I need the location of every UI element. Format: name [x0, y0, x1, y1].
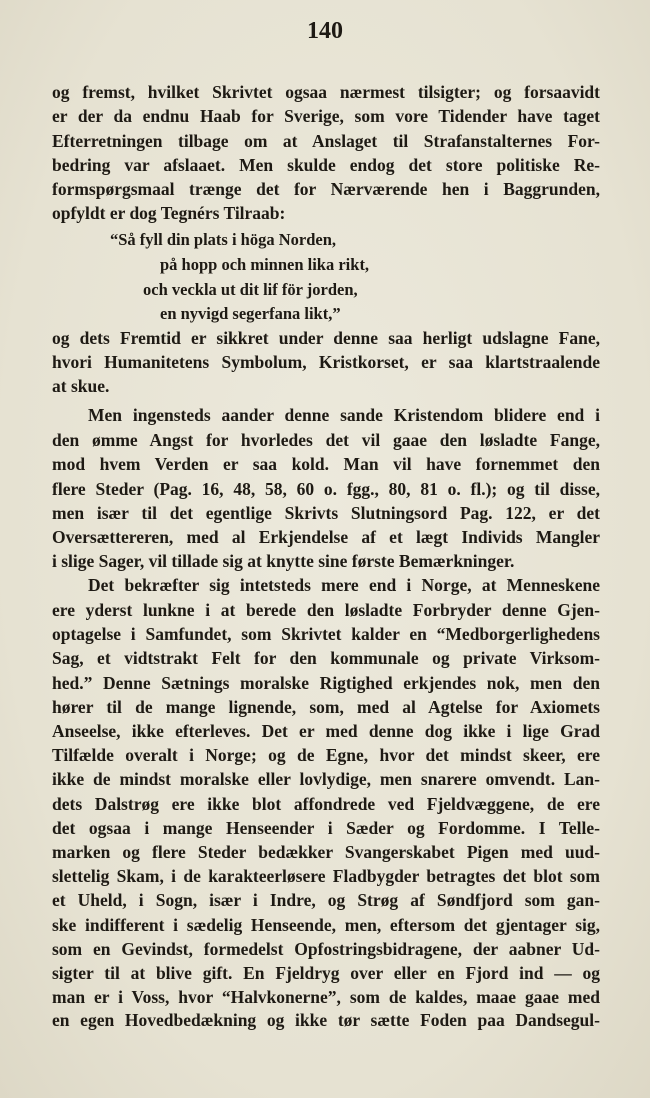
text-line: formspørgsmaal trænge det for Nærværende hen i Baggrunden, — [52, 179, 600, 199]
text-line: ikke de mindst moralske eller lovlydige, men snarere omvendt. Lan- — [52, 769, 600, 789]
text-line: Sag, et vidtstrakt Felt for den kommunale og private Virksom- — [52, 648, 600, 668]
text-line: Men ingensteds aander denne sande Kristendom blidere end i — [88, 405, 600, 425]
text-line: opfyldt er dog Tegnérs Tilraab: — [52, 203, 286, 223]
text-line: i slige Sager, vil tillade sig at knytte sine første Bemærkninger. — [52, 551, 515, 571]
text-line: ske indifferent i sædelig Henseende, men, eftersom det gjentager sig, — [52, 915, 600, 935]
text-line: sigter til at blive gift. En Fjeldryg over eller en Fjord ind — og — [52, 963, 600, 983]
text-line: et Uheld, i Sogn, især i Indre, og Strøg af Søndfjord som gan- — [52, 890, 600, 910]
text-line: ere yderst lunkne i at berede den løsladte Forbryder denne Gjen- — [52, 600, 600, 620]
text-line: Det bekræfter sig intetsteds mere end i Norge, at Menneskene — [88, 575, 600, 595]
text-line: hed.” Denne Sætnings moralske Rigtighed erkjendes nok, men den — [52, 673, 600, 693]
text-line: marken og flere Steder bedækker Svangerskabet Pigen med uud- — [52, 842, 600, 862]
text-line: slettelig Skam, i de karakteerløsere Fladbygder betragtes det blot som — [52, 866, 600, 886]
page-number: 140 — [307, 18, 343, 44]
text-line: men især til det egentlige Skrivts Slutningsord Pag. 122, er det — [52, 503, 600, 523]
poem-line: på hopp och minnen lika rikt, — [160, 255, 370, 274]
text-line: mod hvem Verden er saa kold. Man vil have fornemmet den — [52, 454, 600, 474]
text-line: optagelse i Samfundet, som Skrivtet kalder en “Medborgerlighedens — [52, 624, 600, 644]
text-line: som en Gevindst, formedelst Opfostringsbidragene, der aabner Ud- — [52, 939, 600, 959]
text-line: Tilfælde overalt i Norge; og de Egne, hvor det mindst skeer, ere — [52, 745, 600, 765]
text-line: bedring var afslaaet. Men skulde endog det store politiske Re- — [52, 155, 600, 175]
text-line: hvori Humanitetens Symbolum, Kristkorset, er saa klartstraalende — [52, 352, 600, 372]
text-line: dets Dalstrøg ere ikke blot affondrede ved Fjeldvæggene, de ere — [52, 794, 600, 814]
poem-line: en nyvigd segerfana likt,” — [160, 304, 341, 323]
text-line: Anseelse, ikke efterleves. Det er med denne dog ikke i lige Grad — [52, 721, 600, 741]
text-line: Efterretningen tilbage om at Anslaget til Strafanstalternes For- — [52, 131, 600, 151]
text-line: er der da endnu Haab for Sverige, som vore Tidender have taget — [52, 106, 600, 126]
text-line: at skue. — [52, 376, 110, 396]
text-line: og dets Fremtid er sikkret under denne saa herligt udslagne Fane, — [52, 328, 600, 348]
poem-line: “Så fyll din plats i höga Norden, — [110, 230, 337, 249]
poem-line: och veckla ut dit lif för jorden, — [143, 280, 358, 299]
text-line: og fremst, hvilket Skrivtet ogsaa nærmest tilsigter; og forsaavidt — [52, 82, 600, 102]
text-line: flere Steder (Pag. 16, 48, 58, 60 o. fgg., 80, 81 o. fl.); og til disse, — [52, 479, 600, 499]
text-line: man er i Voss, hvor “Halvkonerne”, som de kaldes, maae gaae med — [52, 987, 600, 1007]
text-line: en egen Hovedbedækning og ikke tør sætte Foden paa Dandsegul- — [52, 1010, 600, 1030]
text-line: hører til de mange lignende, som, med al Agtelse for Axiomets — [52, 697, 600, 717]
text-line: den ømme Angst for hvorledes det vil gaae den løsladte Fange, — [52, 430, 600, 450]
text-line: det ogsaa i mange Henseender i Sæder og Fordomme. I Telle- — [52, 818, 600, 838]
text-line: Oversættereren, med al Erkjendelse af et lægt Individs Mangler — [52, 527, 600, 547]
